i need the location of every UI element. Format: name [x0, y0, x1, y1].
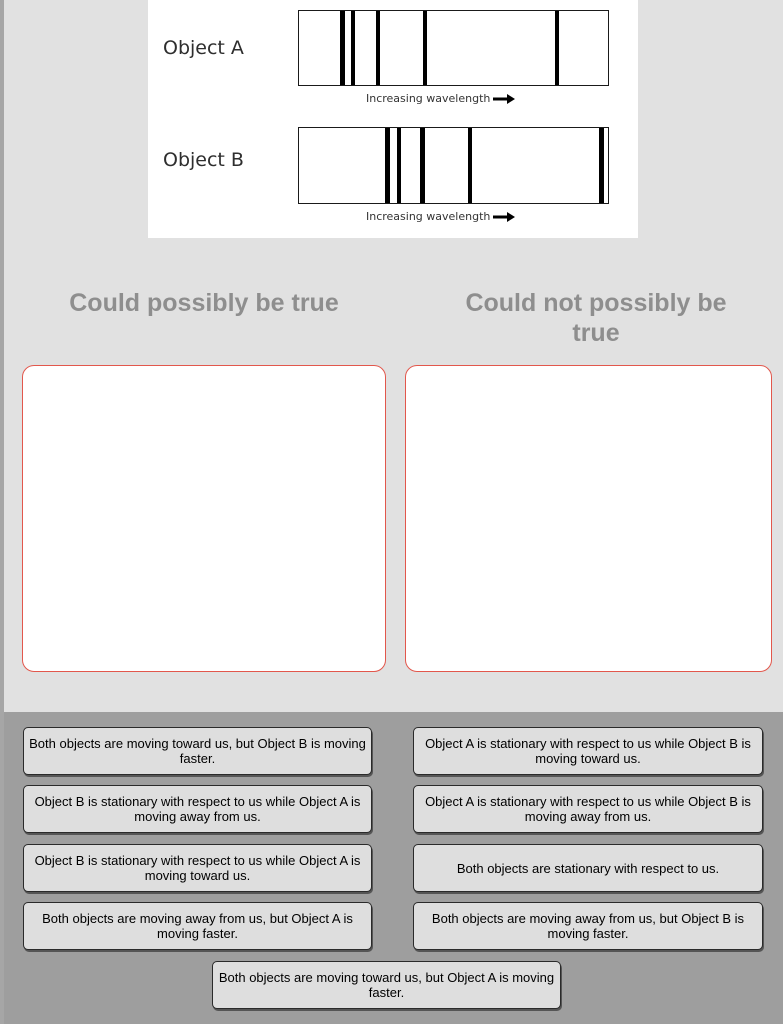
heading-could-possibly-be-true: Could possibly be true — [69, 289, 339, 317]
spectral-line — [397, 128, 401, 203]
heading-could-not-possibly-be-true: Could not possibly be true — [465, 289, 727, 347]
answer-card[interactable]: Both objects are moving away from us, but Object A is moving faster. — [23, 902, 372, 950]
answer-card[interactable]: Object A is stationary with respect to us while Object B is moving toward us. — [413, 727, 763, 775]
axis-caption-text: Increasing wavelength — [366, 92, 491, 105]
spectral-line — [376, 11, 380, 85]
answer-card[interactable]: Both objects are stationary with respect to us. — [413, 844, 763, 892]
object-a-label: Object A — [163, 37, 244, 59]
object-a-axis-caption — [366, 92, 515, 105]
spectral-line — [385, 128, 390, 203]
spectral-line — [599, 128, 604, 203]
object-b-spectrum — [298, 127, 609, 204]
spectral-line — [420, 128, 425, 203]
spectral-line — [468, 128, 472, 203]
object-b-axis-caption — [366, 210, 515, 223]
answer-card[interactable]: Object A is stationary with respect to us while Object B is moving away from us. — [413, 785, 763, 833]
right-arrow-icon — [493, 212, 515, 222]
spectra-figure — [148, 0, 638, 238]
answer-card[interactable]: Object B is stationary with respect to us while Object A is moving away from us. — [23, 785, 372, 833]
answer-card[interactable]: Object B is stationary with respect to us while Object A is moving toward us. — [23, 844, 372, 892]
answer-card[interactable]: Both objects are moving toward us, but Object B is moving faster. — [23, 727, 372, 775]
axis-caption-text: Increasing wavelength — [366, 210, 491, 223]
answer-card[interactable]: Both objects are moving toward us, but Object A is moving faster. — [212, 961, 561, 1009]
object-a-spectrum — [298, 10, 609, 86]
spectral-line — [423, 11, 427, 85]
drop-zone-could-not-possibly-be-true[interactable] — [405, 365, 772, 672]
object-b-label: Object B — [163, 149, 244, 171]
spectral-line — [351, 11, 355, 85]
answer-card[interactable]: Both objects are moving away from us, but Object B is moving faster. — [413, 902, 763, 950]
spectral-line — [555, 11, 559, 85]
right-arrow-icon — [493, 94, 515, 104]
spectral-line — [340, 11, 345, 85]
card-bank — [4, 712, 783, 1024]
drop-zone-could-possibly-be-true[interactable] — [22, 365, 386, 672]
